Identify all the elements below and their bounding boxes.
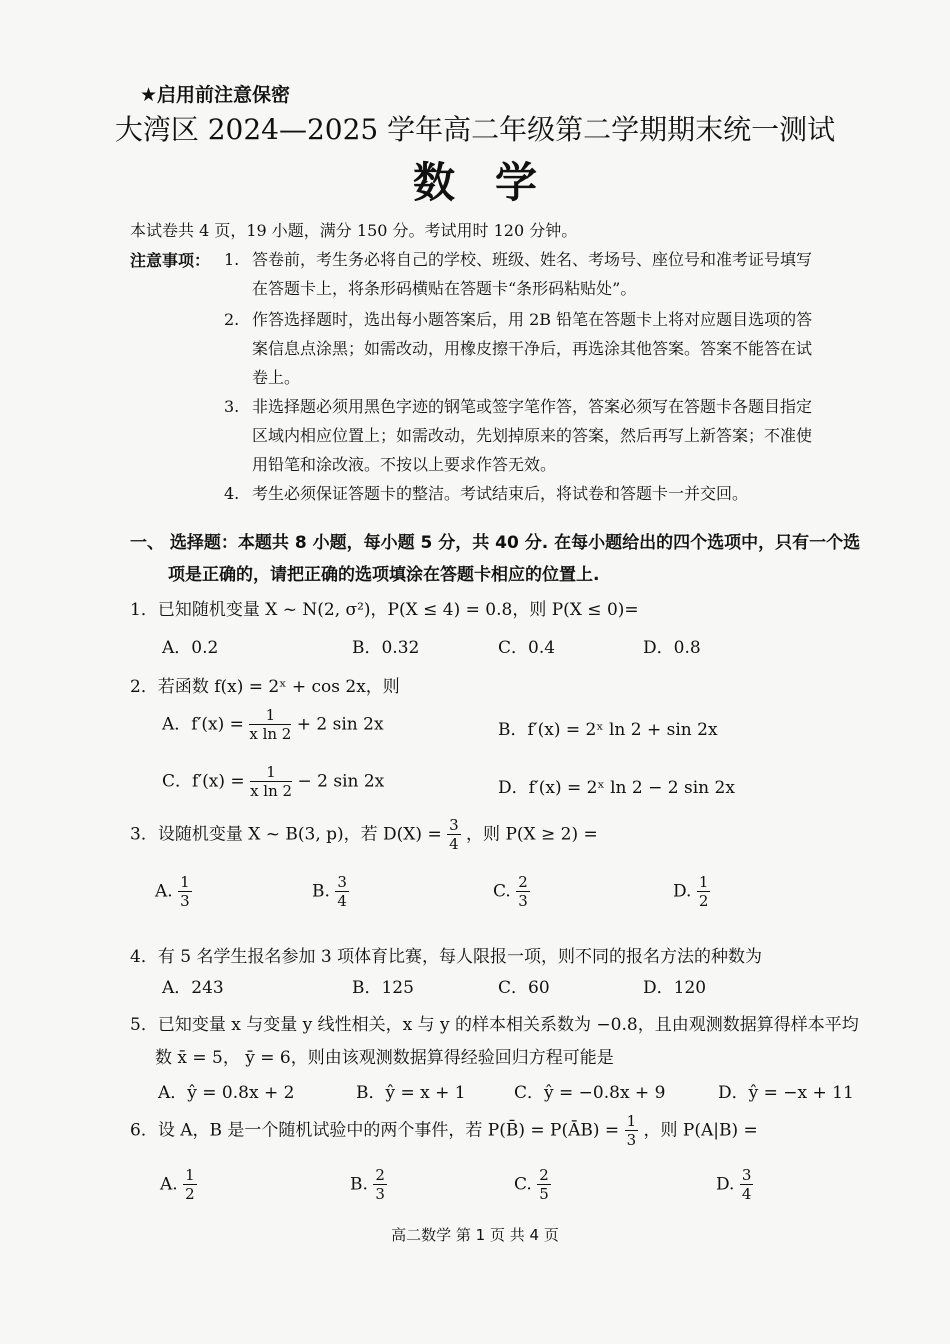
numerator: 1 <box>249 708 291 725</box>
option-letter: B. <box>350 1174 368 1195</box>
denominator: 3 <box>375 1185 385 1203</box>
numerator: 3 <box>449 816 459 834</box>
question-1-stem: 1．已知随机变量 X ~ N(2, σ²)，P(X ≤ 4) = 0.8，则 P(X ≤ 0)= <box>130 600 639 620</box>
q2-a-suffix: + 2 sin 2x <box>296 714 384 735</box>
option-fraction <box>740 1168 754 1202</box>
note-line: 作答选择题时，选出每小题答案后，用 2B 铅笔在答题卡上将对应题目选项的答 <box>252 310 813 329</box>
note-line: 案信息点涂黑；如需改动，用橡皮擦干净后，再选涂其他答案。答案不能答在试 <box>252 339 813 358</box>
note-number: 4. <box>224 484 240 503</box>
q6-stem-fraction <box>625 1114 639 1148</box>
note-line: 卷上。 <box>252 368 301 387</box>
subject-title: 数学 <box>412 158 577 207</box>
question-3-stem <box>130 818 598 852</box>
question-2-stem: 2．若函数 f(x) = 2ˣ + cos 2x，则 <box>130 677 400 697</box>
q3-option-b <box>312 875 349 909</box>
q2-c-prefix: C．f′(x) = <box>162 771 245 792</box>
q4-option-d: D．120 <box>643 978 707 998</box>
numerator: 1 <box>250 765 292 782</box>
q2-a-fraction <box>249 708 291 742</box>
q6-option-a <box>160 1168 197 1202</box>
q2-a-prefix: A．f′(x) = <box>162 714 244 735</box>
q5-option-c: C．ŷ = −0.8x + 9 <box>514 1083 666 1103</box>
q3-stem-suffix: ，则 P(X ≥ 2) = <box>466 824 598 845</box>
numerator: 1 <box>185 1166 195 1184</box>
option-letter: D. <box>716 1174 735 1195</box>
denominator: 4 <box>337 892 347 910</box>
option-letter: C. <box>514 1174 532 1195</box>
q6-option-c <box>514 1168 551 1202</box>
option-fraction <box>335 875 349 909</box>
confidential-mark: ★启用前注意保密 <box>140 84 291 106</box>
note-number: 1. <box>224 250 240 269</box>
note-line: 在答题卡上，将条形码横贴在答题卡“条形码粘贴处”。 <box>252 279 637 298</box>
option-letter: A. <box>155 881 173 902</box>
note-line: 答卷前，考生务必将自己的学校、班级、姓名、考场号、座位号和准考证号填写 <box>252 250 813 269</box>
denominator: x ln 2 <box>249 725 292 743</box>
denominator: 3 <box>518 892 528 910</box>
denominator: 3 <box>626 1131 637 1149</box>
option-fraction <box>178 875 192 909</box>
option-letter: A. <box>160 1174 178 1195</box>
q1-option-a: A．0.2 <box>162 638 219 658</box>
q2-option-a <box>162 708 384 742</box>
numerator: 3 <box>741 1166 752 1184</box>
denominator: 4 <box>741 1185 752 1203</box>
page-footer: 高二数学 第 1 页 共 4 页 <box>391 1226 559 1244</box>
note-line: 非选择题必须用黑色字迹的钢笔或签字笔作答，答案必须写在答题卡各题目指定 <box>252 397 813 416</box>
q2-option-c <box>162 765 384 799</box>
q3-stem-fraction <box>447 818 461 852</box>
q2-c-suffix: − 2 sin 2x <box>297 771 385 792</box>
note-item <box>224 392 902 479</box>
note-line: 用铅笔和涂改液。不按以上要求作答无效。 <box>252 455 557 474</box>
q6-stem-prefix: 6．设 A，B 是一个随机试验中的两个事件，若 P(B̄) = P(ĀB) = <box>130 1120 620 1141</box>
q5-option-b: B．ŷ = x + 1 <box>356 1083 466 1103</box>
notes-label: 注意事项： <box>130 251 211 270</box>
q4-option-b: B．125 <box>352 978 414 998</box>
question-6-stem <box>130 1114 758 1148</box>
q2-c-fraction <box>250 765 292 799</box>
q3-option-a <box>155 875 192 909</box>
option-fraction <box>183 1168 197 1202</box>
q5-option-d: D．ŷ = −x + 11 <box>718 1083 854 1103</box>
denominator: 4 <box>449 835 459 853</box>
note-item <box>224 305 902 392</box>
numerator: 1 <box>698 873 709 891</box>
q4-option-a: A．243 <box>162 978 224 998</box>
denominator: x ln 2 <box>250 782 293 800</box>
note-item <box>224 479 902 508</box>
q6-option-b <box>350 1168 387 1202</box>
denominator: 2 <box>698 892 709 910</box>
q3-option-d <box>673 875 710 909</box>
denominator: 5 <box>539 1185 549 1203</box>
option-fraction <box>373 1168 387 1202</box>
option-fraction <box>516 875 530 909</box>
q5-option-a: A．ŷ = 0.8x + 2 <box>158 1083 295 1103</box>
q1-option-d: D．0.8 <box>643 638 701 658</box>
numerator: 2 <box>518 873 528 891</box>
note-number: 3. <box>224 397 240 416</box>
note-line: 区域内相应位置上；如需改动，先划掉原来的答案，然后再写上新答案；不准使 <box>252 426 813 445</box>
note-item <box>224 245 902 303</box>
question-5-stem-cont: 数 x̄ = 5， ȳ = 6，则由该观测数据算得经验回归方程可能是 <box>155 1048 614 1068</box>
q4-option-c: C．60 <box>498 978 550 998</box>
option-letter: D. <box>673 881 692 902</box>
q6-stem-suffix: ，则 P(A|B) = <box>643 1120 758 1141</box>
numerator: 1 <box>626 1112 637 1130</box>
option-letter: C. <box>493 881 511 902</box>
section-heading: 一、 选择题：本题共 8 小题，每小题 5 分，共 40 分. 在每小题给出的四个选项中，只有一个选 <box>130 533 861 553</box>
option-fraction <box>697 875 711 909</box>
exam-intro: 本试卷共 4 页，19 小题，满分 150 分。考试用时 120 分钟。 <box>130 221 578 240</box>
numerator: 3 <box>337 873 347 891</box>
q1-option-c: C．0.4 <box>498 638 556 658</box>
exam-title: 大湾区 2024—2025 学年高二年级第二学期期末统一测试 <box>114 113 836 146</box>
note-line: 考生必须保证答题卡的整洁。考试结束后，将试卷和答题卡一并交回。 <box>252 484 749 503</box>
note-number: 2. <box>224 310 240 329</box>
numerator: 2 <box>375 1166 385 1184</box>
q3-option-c <box>493 875 530 909</box>
option-fraction <box>537 1168 551 1202</box>
numerator: 1 <box>180 873 190 891</box>
question-5-stem: 5．已知变量 x 与变量 y 线性相关，x 与 y 的样本相关系数为 −0.8，且由观测数据算得样本平均 <box>130 1015 859 1035</box>
q6-option-d <box>716 1168 753 1202</box>
q1-option-b: B．0.32 <box>352 638 420 658</box>
denominator: 2 <box>185 1185 195 1203</box>
q2-option-b: B．f′(x) = 2ˣ ln 2 + sin 2x <box>498 720 718 740</box>
denominator: 3 <box>180 892 190 910</box>
q3-stem-prefix: 3．设随机变量 X ~ B(3, p)，若 D(X) = <box>130 824 442 845</box>
question-4-stem: 4．有 5 名学生报名参加 3 项体育比赛，每人限报一项，则不同的报名方法的种数为 <box>130 947 763 967</box>
numerator: 2 <box>539 1166 549 1184</box>
section-heading-cont: 项是正确的，请把正确的选项填涂在答题卡相应的位置上. <box>168 565 600 585</box>
q2-option-d: D．f′(x) = 2ˣ ln 2 − 2 sin 2x <box>498 778 735 798</box>
option-letter: B. <box>312 881 330 902</box>
